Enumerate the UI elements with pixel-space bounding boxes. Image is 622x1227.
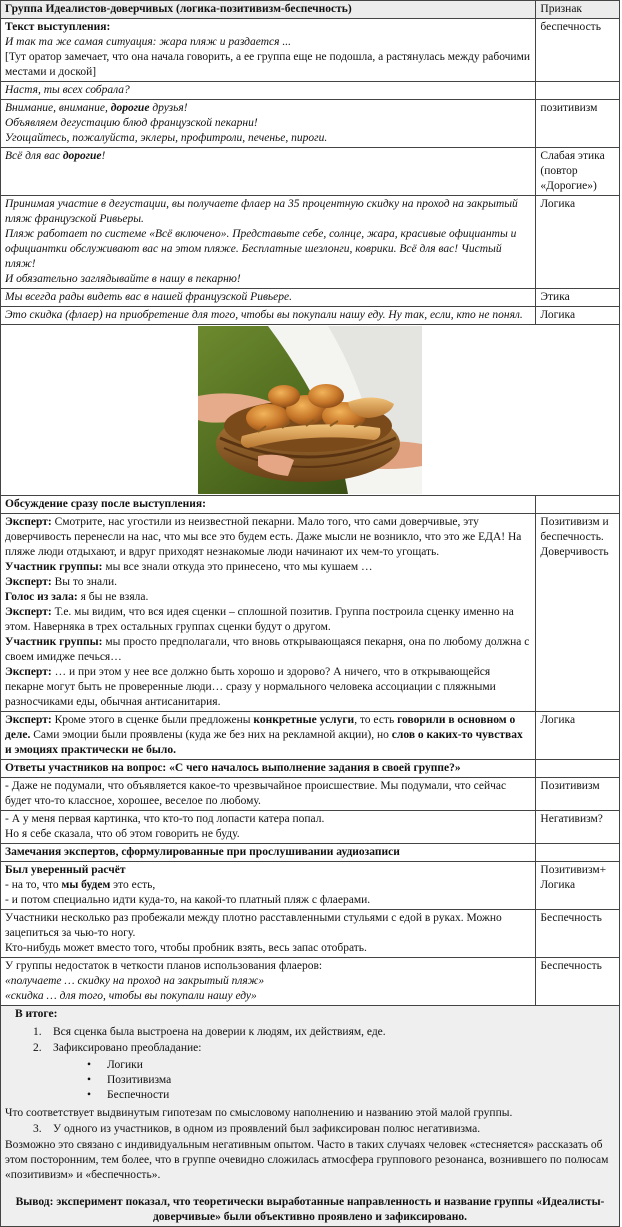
answer-text: - А у меня первая картинка, что кто-то под лопасти катера попал.	[5, 813, 325, 825]
bread-basket-photo	[198, 326, 422, 494]
sign-cell: Доверчивость	[540, 546, 609, 558]
table-row	[1, 811, 620, 844]
table-row	[1, 289, 620, 307]
speech-stage-note: [Тут оратор замечает, что она начала говорить, а ее группа еще не подошла, а растянулась между рабочими местами и доской]	[5, 51, 531, 78]
speech-line: Настя, ты всех собрала?	[1, 82, 536, 100]
sign-cell: Логика	[536, 712, 620, 760]
remark-line: - на то, что мы будем это есть,	[5, 879, 156, 891]
group-title: Группа Идеалистов-доверчивых (логика-позитивизм-беспечность)	[1, 1, 536, 19]
summary-list	[33, 1025, 615, 1056]
table-row	[1, 712, 620, 760]
speech-line: Принимая участие в дегустации, вы получаете флаер на 35 процентную скидку на проход на закрытый пляж французской Ривьеры.	[5, 198, 518, 225]
speech-line: Угощайтесь, пожалуйста, эклеры, профитроли, печенье, пироги.	[5, 132, 328, 144]
discussion-replica: Участник группы: мы все знали откуда это принесено, что мы кушаем …	[5, 561, 373, 573]
summary-list	[33, 1122, 615, 1137]
speech-line: Это скидка (флаер) на приобретение для того, чтобы вы покупали нашу еду. Ну так, если, кто не понял.	[1, 307, 536, 325]
table-header-row	[1, 1, 620, 19]
discussion-replica: Эксперт: … и при этом у нее все должно быть хорошо и здорово? А ничего, что в открывающейся пекарне могут быть не проверенные люди… сразу у нормального человека ассоциации с пляжными разносчиками еды, обычная антисанитария.	[5, 666, 496, 708]
sign-cell: Позитивизм и беспечность.	[540, 516, 609, 543]
remark-line: У группы недостаток в четкости планов использования флаеров:	[5, 960, 323, 972]
summary-heading: В итоге:	[15, 1008, 58, 1020]
discussion-replica: Участник группы: мы просто предполагали, что вновь открывающаяся пекарня, она по любому должна с своем имидже печься…	[5, 636, 530, 663]
speech-line: Объявляем дегустацию блюд французской пекарни!	[5, 117, 258, 129]
remark-line: Участники несколько раз пробежали между плотно расставленными стульями с едой в руках. Можно зацепиться за чью-то ногу.	[5, 912, 502, 939]
sign-cell: беспечность	[536, 19, 620, 82]
sign-cell: Беспечность	[536, 910, 620, 958]
speech-line: Пляж работает по системе «Всё включено». Представьте себе, солнце, жара, красивые официанты и официантки обслуживают вас на этом пляже. Бесплатные шезлонги, коврики. Всё для вас! Чистый пляж!	[5, 228, 517, 270]
table-row	[1, 958, 620, 1006]
table-row	[1, 778, 620, 811]
discussion-replica: Голос из зала: я бы не взяла.	[5, 591, 149, 603]
table-row	[1, 496, 620, 514]
remark-line: - и потом специально идти куда-то, на какой-то платный пляж с флаерами.	[5, 894, 371, 906]
table-row	[1, 196, 620, 289]
table-row	[1, 844, 620, 862]
table-row	[1, 100, 620, 148]
remarks-heading: Замечания экспертов, сформулированные при прослушивании аудиозаписи	[1, 844, 536, 862]
summary-row	[1, 1006, 620, 1227]
sign-cell: позитивизм	[536, 100, 620, 148]
list-item: • Логики	[87, 1059, 143, 1071]
speech-line: Внимание, внимание, дорогие друзья!	[5, 102, 188, 114]
answer-text: - Даже не подумали, что объявляется какое-то чрезвычайное происшествие. Мы подумали, что сейчас будет что-то классное, хорошее, веселое по любому.	[1, 778, 536, 811]
answers-heading: Ответы участников на вопрос: «С чего началось выполнение задания в своей группе?»	[1, 760, 536, 778]
sign-cell: Беспечность	[536, 958, 620, 1006]
list-item: • Позитивизма	[87, 1074, 172, 1086]
speech-line: Мы всегда рады видеть вас в нашей французской Ривьере.	[1, 289, 536, 307]
preference-list	[87, 1058, 615, 1103]
discussion-replica: Эксперт: Т.е. мы видим, что вся идея сценки – сплошной позитив. Группа построила сценку именно на этом. Наверняка в трех остальных группах сценки будут о другом.	[5, 606, 514, 633]
table-row	[1, 19, 620, 82]
discussion-replica: Эксперт: Смотрите, нас угостили из неизвестной пекарни. Мало того, что сами доверчивые, эту доверчивость перенесли на нас, что мы все это будем есть. Даже мысли не возникло, что это же ЕДА! На пляже люди отдыхают, и вдруг приходят незнакомые люди начинают их чем-то угощать.	[5, 516, 522, 558]
table-row	[1, 862, 620, 910]
discussion-replica: Эксперт: Кроме этого в сценке были предложены конкретные услуги, то есть говорили в основном о деле. Сами эмоции были проявлены (куда же без них на рекламной акции), но слов о каких-то чувствах и эмоциях практически не было.	[1, 712, 536, 760]
sign-cell: Этика	[536, 289, 620, 307]
table-row	[1, 760, 620, 778]
speech-heading: Текст выступления:	[5, 21, 111, 33]
sign-cell: Позитивизм	[536, 778, 620, 811]
summary-note: Возможно это связано с индивидуальным негативным опытом. Часто в таких случаях человек «стесняется» рассказать об этом посторонним, тем более, что в группе очевидно сложилась атмосфера группового резонанса, вознившего по полюсам «позитивизм» и «беспечность».	[5, 1139, 609, 1181]
sign-cell: Позитивизм+ Логика	[536, 862, 620, 910]
table-row	[1, 307, 620, 325]
answer-text: Но я себе сказала, что об этом говорить не буду.	[5, 828, 240, 840]
remark-quote: «скидка … для того, чтобы вы покупали нашу еду»	[5, 990, 257, 1002]
table-row	[1, 82, 620, 100]
speech-line: И обязательно заглядывайте в нашу в пекарню!	[5, 273, 241, 285]
sign-cell: Негативизм?	[536, 811, 620, 844]
remark-title: Был уверенный расчёт	[5, 864, 126, 876]
sign-cell: Логика	[536, 307, 620, 325]
list-item: • Беспечности	[87, 1089, 170, 1101]
list-item: 1. Вся сценка была выстроена на доверии к людям, их действиям, еде.	[33, 1026, 386, 1038]
speech-line: Всё для вас дорогие!	[5, 150, 106, 162]
discussion-replica: Эксперт: Вы то знали.	[5, 576, 118, 588]
discussion-heading: Обсуждение сразу после выступления:	[1, 496, 536, 514]
photo-row	[1, 325, 620, 496]
sign-cell: Слабая этика (повтор «Дорогие»)	[536, 148, 620, 196]
list-item: 2. Зафиксировано преобладание:	[33, 1042, 202, 1054]
table-row	[1, 514, 620, 712]
sign-column-header: Признак	[536, 1, 620, 19]
summary-text: Что соответствует выдвинутым гипотезам по смысловому наполнению и названию этой малой группы.	[5, 1107, 513, 1119]
table-row	[1, 910, 620, 958]
final-conclusion: Вывод: эксперимент показал, что теоретически выработанные направленность и название группы «Идеалисты-доверчивые» были объективно проявлено и зафиксировано.	[15, 1196, 605, 1223]
table-row	[1, 148, 620, 196]
list-item: 3. У одного из участников, в одном из проявлений был зафиксирован полюс негативизма.	[33, 1123, 481, 1135]
remark-quote: «получаете … скидку на проход на закрытый пляж»	[5, 975, 265, 987]
sign-cell: Логика	[536, 196, 620, 289]
speech-intro: И так та же самая ситуация: жара пляж и раздается ...	[5, 36, 291, 48]
remark-line: Кто-нибудь может вместо того, чтобы пробник взять, весь запас отобрать.	[5, 942, 367, 954]
